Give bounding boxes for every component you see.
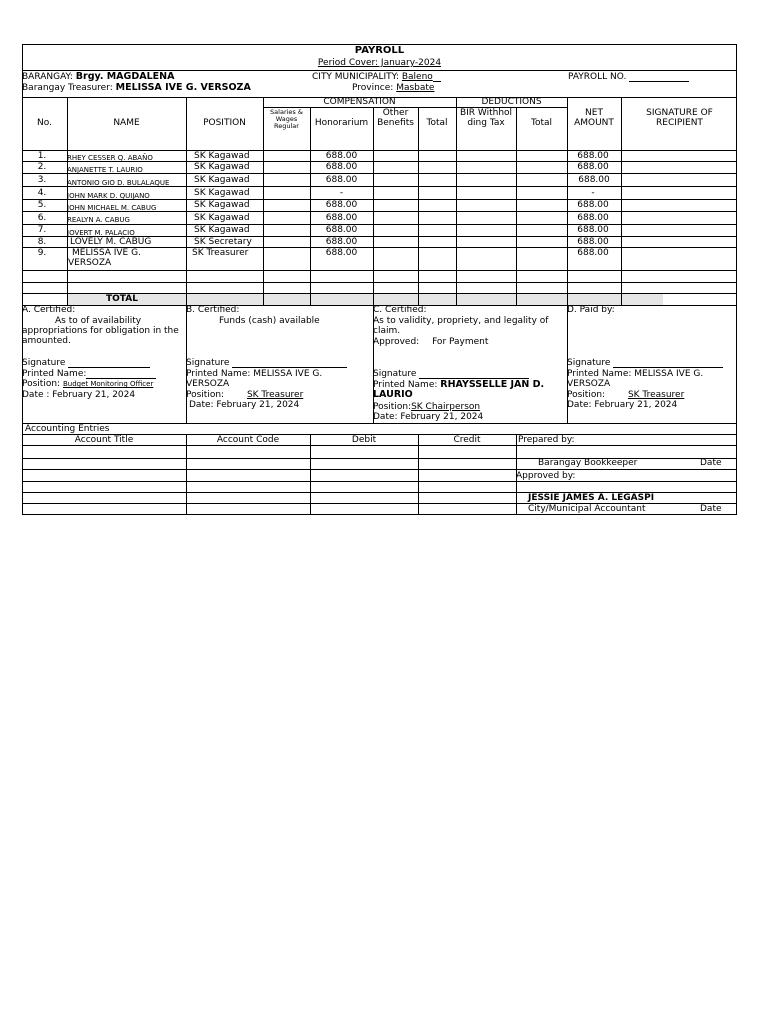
row-net: 688.00 [577,248,609,258]
cert-b-signature-field [232,367,347,368]
payroll-no-field [629,81,689,82]
payroll-no-line [568,72,689,82]
province-label: Province: [352,83,394,93]
cert-a-body: As to of availability appropriations for obligation in the amounted. [22,316,179,346]
cert-b-position-label: Position: [186,390,225,400]
bookkeeper-date-label: Date [700,458,722,468]
row-no: 2. [37,162,47,172]
province-value: Masbate [396,83,435,93]
row-net: 688.00 [577,151,609,161]
row-position: SK Kagawad [194,188,250,198]
col-deductions: DEDUCTIONS [481,97,542,107]
cert-c-printed [373,380,563,400]
col-signature: SIGNATURE OF RECIPIENT [646,108,713,128]
cert-b-printed [186,369,366,389]
row-position: SK Secretary [194,237,252,247]
row-position: SK Kagawad [194,162,250,172]
cert-b-signature-label: Signature [186,358,230,368]
cert-d-position [567,390,684,400]
row-honorarium: 688.00 [325,151,358,161]
row-net: 688.00 [577,200,609,210]
cert-d-signature-field [613,367,723,368]
row-net: 688.00 [577,162,609,172]
payroll-no-label: PAYROLL NO. [568,72,627,82]
col-other-benefits: Other Benefits [377,108,414,128]
cert-c-printed-value: RHAYSSELLE JAN D. LAURIO [373,379,545,400]
cert-d-title: D. Paid by: [567,305,615,315]
row-no: 9. [37,248,47,258]
row-name: MELISSA IVE G. VERSOZA [68,248,141,268]
cert-a-date-value: February 21, 2024 [52,390,136,400]
cert-d-signature [567,358,723,368]
row-position: SK Kagawad [194,175,250,185]
city-value: Baleno [401,72,433,82]
bookkeeper-label: Barangay Bookkeeper [538,458,638,468]
cert-b-signature [186,358,347,368]
col-comp-total: Total [426,118,448,128]
cert-a-signature-label: Signature [22,358,66,368]
cert-b-title: B. Certified: [186,305,240,315]
cert-c-title: C. Certified: [373,305,427,315]
acct-col-debit: Debit [351,435,377,445]
cert-c-body: As to validity, propriety, and legality of claim. [373,316,549,336]
cert-d-position-value: SK Treasurer [627,390,685,400]
row-no: 6. [37,213,47,223]
approved-by-label: Approved by: [516,471,576,481]
cert-a-printed-label: Printed Name: [22,369,87,379]
row-name: JOHN MICHAEL M. CABUG [67,204,157,212]
row-name: LOVELY M. CABUG [70,237,152,247]
treasurer-label: Barangay Treasurer: [22,83,113,93]
row-name: REALYN A. CABUG [67,216,130,224]
cert-c-position-label: Position: [373,402,412,412]
col-name: NAME [113,118,140,128]
cert-c-date [373,412,483,422]
cert-b-position [186,390,303,400]
cert-b-printed-value: MELISSA IVE G. VERSOZA [186,369,323,389]
col-compensation: COMPENSATION [323,97,396,107]
cert-b-body: Funds (cash) available [219,316,320,326]
accountant-name: JESSIE JAMES A. LEGASPI [528,493,655,503]
cert-c-printed-label: Printed Name: [373,380,438,390]
cert-c-approved-value: For Payment [432,337,489,347]
acct-col-title: Account Title [74,435,134,445]
cert-d-printed-label: Printed Name: [567,369,632,379]
cert-a-printed [22,369,156,379]
cert-d-date-value: February 21, 2024 [594,400,678,410]
city-line [312,72,441,82]
row-position: SK Kagawad [194,225,250,235]
cert-b-date [189,400,299,410]
prepared-by-label: Prepared by: [518,435,575,445]
cert-a-signature-field [68,367,150,368]
row-position: SK Treasurer [192,248,249,258]
cert-a-position [22,379,153,389]
cert-a-signature [22,358,150,368]
barangay-line [22,72,174,82]
row-honorarium: 688.00 [325,237,358,247]
row-net: 688.00 [578,175,610,185]
cert-b-date-value: February 21, 2024 [216,400,300,410]
total-label: TOTAL [106,294,138,304]
row-no: 4. [37,188,47,198]
row-name: RHEY CESSER Q. ABAÑO [67,154,153,162]
barangay-value: Brgy. MAGDALENA [75,71,175,82]
payroll-title: PAYROLL [354,45,405,56]
col-bir: BIR Withholding Tax [459,108,513,128]
acct-col-credit: Credit [453,435,481,445]
row-no: 1. [37,151,47,161]
treasurer-line [22,83,251,93]
accounting-title: Accounting Entries [25,424,110,434]
row-position: SK Kagawad [194,200,250,210]
cert-c-position-value: SK Chairperson [411,402,481,412]
col-ded-total: Total [530,118,553,128]
row-honorarium: 688.00 [325,248,358,258]
barangay-label: BARANGAY: [22,72,73,82]
cert-c-signature [373,369,529,379]
cert-a-position-value: Budget Monitoring Officer [62,380,154,388]
col-salaries: Salaries & Wages Regular [270,108,303,130]
row-net: 688.00 [577,225,609,235]
cert-a-date [22,390,135,400]
row-net: 688.00 [577,237,609,247]
cert-a-title: A. Certified: [22,305,76,315]
row-no: 5. [37,200,47,210]
province-line [352,83,434,93]
row-no: 8. [37,237,47,247]
col-honorarium: Honorarium [314,118,369,128]
acct-col-code: Account Code [216,435,280,445]
treasurer-value: MELISSA IVE G. VERSOZA [115,82,251,93]
row-honorarium: 688.00 [325,175,358,185]
col-position: POSITION [203,118,246,128]
row-position: SK Kagawad [194,213,250,223]
period-cover: Period Cover: January-2024 [317,58,442,68]
row-name: JOHN MARK D. QUIJANO [67,192,150,200]
row-honorarium: 688.00 [325,225,358,235]
cert-d-date [567,400,677,410]
col-net-amount: NET AMOUNT [574,108,614,128]
row-net: - [591,188,595,198]
cert-b-position-value: SK Treasurer [246,390,304,400]
cert-a-position-label: Position: [22,379,61,389]
cert-a-date-label: Date : [22,390,50,400]
cert-c-signature-label: Signature [373,369,417,379]
cert-c-approved [373,337,488,347]
row-name: ANJANETTE T. LAURIO [67,166,143,174]
cert-d-signature-label: Signature [567,358,611,368]
cert-d-date-label: Date: [567,400,592,410]
row-net: 688.00 [577,213,609,223]
cert-d-printed [567,369,735,389]
row-no: 3. [37,175,47,185]
cert-d-printed-value: MELISSA IVE G. VERSOZA [567,369,704,389]
col-no: No. [37,118,52,128]
accountant-title: City/Municipal Accountant [528,504,646,514]
cert-c-date-value: February 21, 2024 [400,412,484,422]
cert-b-printed-label: Printed Name: [186,369,251,379]
cert-d-position-label: Position: [567,390,606,400]
cert-b-date-label: Date: [189,400,214,410]
cert-c-approved-label: Approved: [373,337,420,347]
row-honorarium: 688.00 [325,213,358,223]
cert-c-position [373,402,480,412]
accountant-date-label: Date [700,504,722,514]
row-position: SK Kagawad [194,151,250,161]
row-honorarium: 688.00 [325,162,358,172]
cert-c-date-label: Date: [373,412,398,422]
row-honorarium: - [339,188,344,198]
row-honorarium: 688.00 [325,200,358,210]
row-name: JOVERT M. PALACIO [67,229,135,237]
row-name: ANTONIO GIO D. BULALAQUE [67,179,170,187]
city-label: CITY MUNICIPALITY: [312,72,399,82]
row-no: 7. [37,225,47,235]
